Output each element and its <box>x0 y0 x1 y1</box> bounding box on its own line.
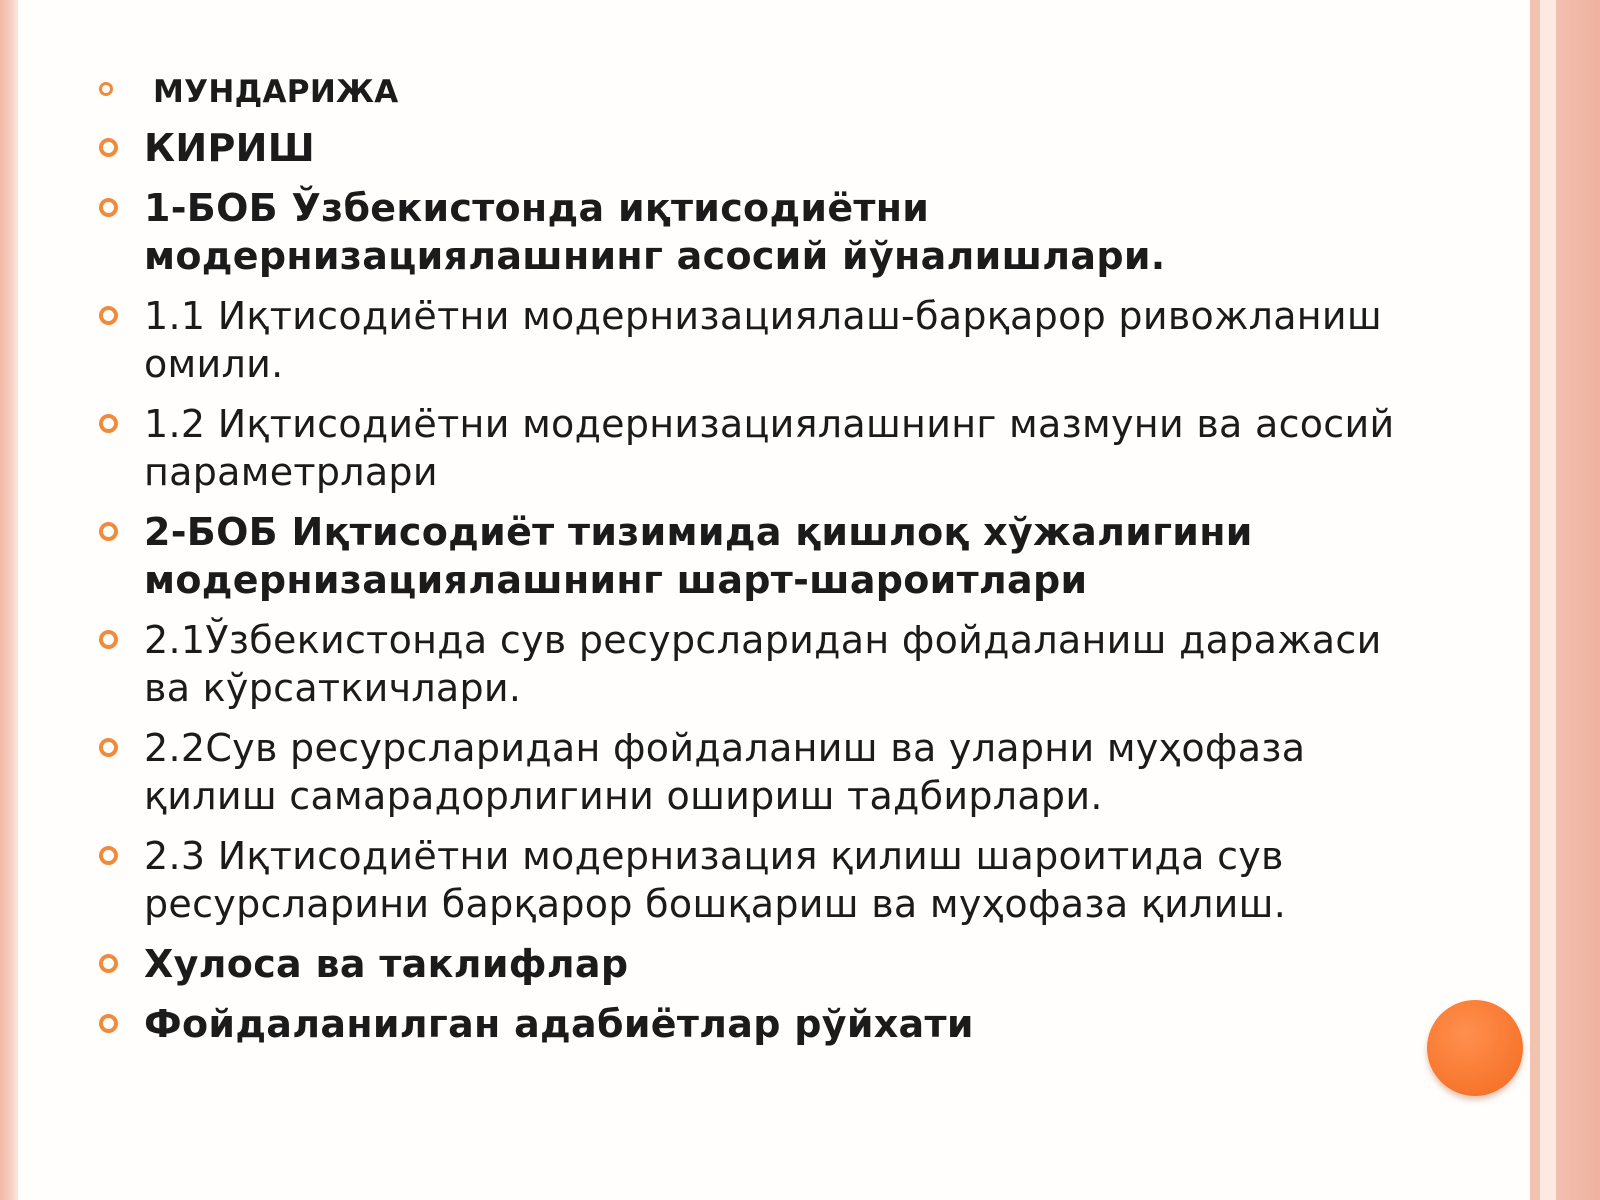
orange-circle-icon <box>1427 1000 1523 1096</box>
toc-heading <box>97 70 1397 114</box>
bullet-ring-icon <box>99 846 118 865</box>
bullet-ring-icon <box>99 522 118 541</box>
toc-item-text: Хулоса ва таклифлар <box>144 942 629 986</box>
toc-item-text: Фойдаланилган адабиётлар рўйхати <box>144 1002 974 1046</box>
bullet-ring-icon <box>99 82 113 96</box>
toc-item-text: 1.1 Иқтисодиётни модернизациялаш-барқарор ривожланиш омили. <box>144 294 1383 386</box>
toc-item-chapter-2 <box>97 508 1397 604</box>
table-of-contents <box>97 70 1397 1060</box>
left-decorative-stripe <box>0 0 18 1200</box>
bullet-ring-icon <box>99 1014 118 1033</box>
bullet-ring-icon <box>99 954 118 973</box>
toc-item-section-2-1 <box>97 616 1397 712</box>
bullet-ring-icon <box>99 138 118 157</box>
bullet-ring-icon <box>99 738 118 757</box>
toc-item-text: КИРИШ <box>144 126 315 170</box>
bullet-ring-icon <box>99 198 118 217</box>
toc-item-section-2-2 <box>97 724 1397 820</box>
right-thin-stripe <box>1530 0 1540 1200</box>
toc-heading-text: МУНДАРИЖА <box>153 74 399 110</box>
toc-item-section-1-2 <box>97 400 1397 496</box>
toc-item-introduction <box>97 124 1397 172</box>
bullet-ring-icon <box>99 630 118 649</box>
toc-item-text: 2.1Ўзбекистонда сув ресурсларидан фойдаланиш даражаси ва кўрсаткичлари. <box>144 618 1382 710</box>
bullet-ring-icon <box>99 414 118 433</box>
toc-item-section-1-1 <box>97 292 1397 388</box>
toc-item-references <box>97 1000 1397 1048</box>
toc-item-text: 1.2 Иқтисодиётни модернизациялашнинг мазмуни ва асосий параметрлари <box>144 402 1395 494</box>
toc-item-section-2-3 <box>97 832 1397 928</box>
right-light-band <box>1540 0 1556 1200</box>
toc-item-chapter-1 <box>97 184 1397 280</box>
toc-item-conclusion <box>97 940 1397 988</box>
toc-item-text: 1-БОБ Ўзбекистонда иқтисодиётни модернизациялашнинг асосий йўналишлари. <box>144 186 1166 278</box>
right-wide-stripe <box>1556 0 1600 1200</box>
toc-item-text: 2.2Сув ресурсларидан фойдаланиш ва уларни муҳофаза қилиш самарадорлигини ошириш тадбирлари. <box>144 726 1306 818</box>
toc-item-text: 2-БОБ Иқтисодиёт тизимида қишлоқ хўжалигини модернизациялашнинг шарт-шароитлари <box>144 510 1253 602</box>
bullet-ring-icon <box>99 306 118 325</box>
toc-item-text: 2.3 Иқтисодиётни модернизация қилиш шароитида сув ресурсларини барқарор бошқариш ва муҳофаза қилиш. <box>144 834 1287 926</box>
